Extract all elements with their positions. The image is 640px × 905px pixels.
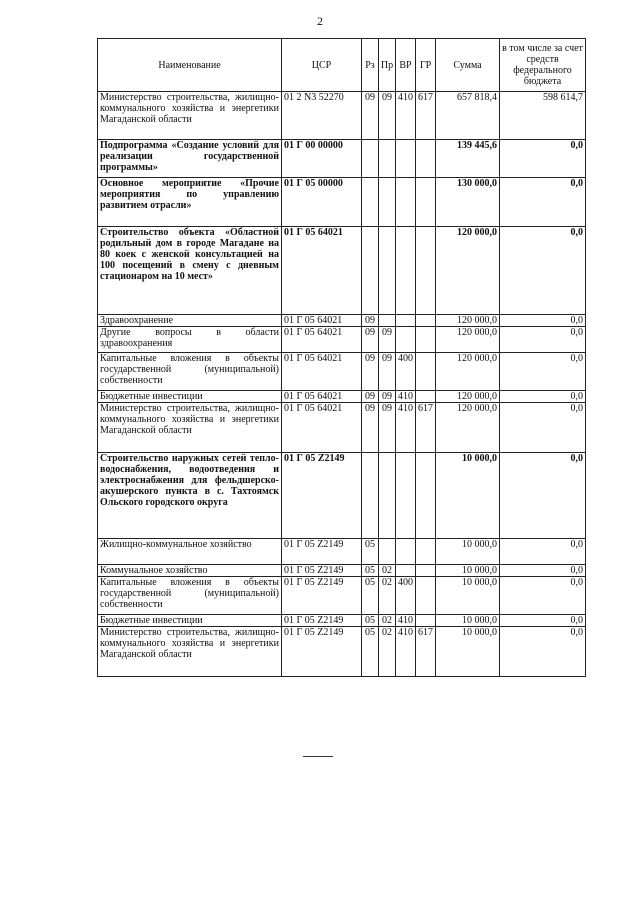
row-rz-cell: 09	[362, 327, 379, 353]
row-federal-cell: 0,0	[500, 227, 586, 315]
row-sum-cell: 120 000,0	[436, 327, 500, 353]
row-csr-cell: 01 Г 05 Z2149	[282, 539, 362, 565]
row-name-cell: Министерство строительства, жилищно-коммунального хозяйства и энергетики Магаданской области	[98, 627, 282, 677]
row-federal-cell: 0,0	[500, 178, 586, 227]
row-sum-cell: 130 000,0	[436, 178, 500, 227]
row-gr-cell: 617	[416, 627, 436, 677]
row-gr-cell	[416, 577, 436, 615]
row-sum-cell: 120 000,0	[436, 391, 500, 403]
row-csr-cell: 01 Г 05 00000	[282, 178, 362, 227]
row-federal-cell: 0,0	[500, 627, 586, 677]
row-gr-cell	[416, 453, 436, 539]
table-row	[98, 315, 586, 327]
row-rz-cell: 09	[362, 391, 379, 403]
row-name-cell: Капитальные вложения в объекты государственной (муниципальной) собственности	[98, 577, 282, 615]
row-gr-cell	[416, 391, 436, 403]
row-rz-cell: 09	[362, 92, 379, 140]
row-pr-cell	[379, 178, 396, 227]
row-pr-cell: 09	[379, 353, 396, 391]
row-gr-cell	[416, 539, 436, 565]
row-csr-cell: 01 Г 05 Z2149	[282, 577, 362, 615]
row-gr-cell: 617	[416, 92, 436, 140]
row-name-cell: Строительство наружных сетей тепло-водоснабжения, водоотведения и электроснабжения для фельдшерско-акушерского пункта в с. Тахтоямск Ольского городского округа	[98, 453, 282, 539]
row-rz-cell	[362, 453, 379, 539]
row-vr-cell	[396, 327, 416, 353]
row-pr-cell: 02	[379, 615, 396, 627]
footer-divider	[303, 756, 333, 757]
row-sum-cell: 120 000,0	[436, 227, 500, 315]
header-vr: ВР	[396, 39, 416, 92]
row-vr-cell	[396, 315, 416, 327]
row-csr-cell: 01 Г 05 Z2149	[282, 453, 362, 539]
row-rz-cell: 09	[362, 315, 379, 327]
row-vr-cell: 410	[396, 627, 416, 677]
page-number: 2	[317, 14, 323, 28]
row-csr-cell: 01 Г 05 64021	[282, 403, 362, 453]
row-sum-cell: 139 445,6	[436, 140, 500, 178]
row-csr-cell: 01 Г 05 64021	[282, 327, 362, 353]
row-federal-cell: 598 614,7	[500, 92, 586, 140]
table-header-row	[98, 39, 586, 92]
table-row	[98, 627, 586, 677]
row-federal-cell: 0,0	[500, 453, 586, 539]
row-gr-cell: 617	[416, 403, 436, 453]
row-vr-cell	[396, 539, 416, 565]
row-sum-cell: 10 000,0	[436, 565, 500, 577]
row-federal-cell: 0,0	[500, 353, 586, 391]
row-rz-cell: 05	[362, 627, 379, 677]
header-rz: Рз	[362, 39, 379, 92]
row-name-cell: Бюджетные инвестиции	[98, 615, 282, 627]
row-sum-cell: 120 000,0	[436, 315, 500, 327]
table-row	[98, 92, 586, 140]
row-rz-cell: 05	[362, 615, 379, 627]
row-pr-cell	[379, 227, 396, 315]
row-vr-cell: 400	[396, 577, 416, 615]
header-sum: Сумма	[436, 39, 500, 92]
row-csr-cell: 01 Г 05 64021	[282, 315, 362, 327]
table-row	[98, 327, 586, 353]
row-pr-cell: 09	[379, 327, 396, 353]
table-row	[98, 615, 586, 627]
row-rz-cell: 05	[362, 539, 379, 565]
row-pr-cell	[379, 453, 396, 539]
table-row	[98, 391, 586, 403]
row-csr-cell: 01 Г 05 Z2149	[282, 627, 362, 677]
row-vr-cell: 410	[396, 615, 416, 627]
row-name-cell: Министерство строительства, жилищно-коммунального хозяйства и энергетики Магаданской области	[98, 92, 282, 140]
row-federal-cell: 0,0	[500, 565, 586, 577]
row-vr-cell: 400	[396, 353, 416, 391]
row-name-cell: Бюджетные инвестиции	[98, 391, 282, 403]
row-csr-cell: 01 Г 00 00000	[282, 140, 362, 178]
row-csr-cell: 01 Г 05 64021	[282, 391, 362, 403]
table-row	[98, 403, 586, 453]
row-vr-cell: 410	[396, 403, 416, 453]
row-name-cell: Другие вопросы в области здравоохранения	[98, 327, 282, 353]
row-vr-cell	[396, 178, 416, 227]
row-gr-cell	[416, 353, 436, 391]
table-row	[98, 140, 586, 178]
row-pr-cell: 09	[379, 92, 396, 140]
row-name-cell: Капитальные вложения в объекты государственной (муниципальной) собственности	[98, 353, 282, 391]
row-vr-cell	[396, 565, 416, 577]
row-rz-cell	[362, 227, 379, 315]
table-row	[98, 577, 586, 615]
row-sum-cell: 10 000,0	[436, 539, 500, 565]
table-row	[98, 227, 586, 315]
row-pr-cell	[379, 315, 396, 327]
row-rz-cell: 09	[362, 403, 379, 453]
row-vr-cell	[396, 227, 416, 315]
row-name-cell: Подпрограмма «Создание условий для реализации государственной программы»	[98, 140, 282, 178]
row-name-cell: Строительство объекта «Областной родильный дом в городе Магадане на 80 коек с женской консультацией на 100 посещений в смену с дневным стационаром на 10 мест»	[98, 227, 282, 315]
row-gr-cell	[416, 327, 436, 353]
row-name-cell: Министерство строительства, жилищно-коммунального хозяйства и энергетики Магаданской области	[98, 403, 282, 453]
row-name-cell: Основное мероприятие «Прочие мероприятия по управлению развитием отрасли»	[98, 178, 282, 227]
row-vr-cell: 410	[396, 92, 416, 140]
row-sum-cell: 10 000,0	[436, 627, 500, 677]
row-sum-cell: 120 000,0	[436, 403, 500, 453]
table-row	[98, 539, 586, 565]
row-gr-cell	[416, 315, 436, 327]
table-body	[98, 92, 586, 677]
row-pr-cell: 09	[379, 403, 396, 453]
row-name-cell: Коммунальное хозяйство	[98, 565, 282, 577]
row-gr-cell	[416, 565, 436, 577]
header-name: Наименование	[98, 39, 282, 92]
row-sum-cell: 10 000,0	[436, 577, 500, 615]
table-row	[98, 453, 586, 539]
row-rz-cell: 05	[362, 565, 379, 577]
row-pr-cell: 02	[379, 565, 396, 577]
row-rz-cell: 09	[362, 353, 379, 391]
row-csr-cell: 01 Г 05 Z2149	[282, 565, 362, 577]
row-federal-cell: 0,0	[500, 577, 586, 615]
row-federal-cell: 0,0	[500, 140, 586, 178]
row-sum-cell: 10 000,0	[436, 615, 500, 627]
row-vr-cell	[396, 140, 416, 178]
row-rz-cell	[362, 140, 379, 178]
row-federal-cell: 0,0	[500, 327, 586, 353]
row-rz-cell: 05	[362, 577, 379, 615]
row-pr-cell: 02	[379, 627, 396, 677]
row-federal-cell: 0,0	[500, 315, 586, 327]
table-row	[98, 178, 586, 227]
row-federal-cell: 0,0	[500, 391, 586, 403]
header-pr: Пр	[379, 39, 396, 92]
row-pr-cell: 02	[379, 577, 396, 615]
row-sum-cell: 657 818,4	[436, 92, 500, 140]
row-gr-cell	[416, 615, 436, 627]
row-name-cell: Жилищно-коммунальное хозяйство	[98, 539, 282, 565]
row-federal-cell: 0,0	[500, 403, 586, 453]
row-rz-cell	[362, 178, 379, 227]
header-gr: ГР	[416, 39, 436, 92]
row-vr-cell: 410	[396, 391, 416, 403]
row-sum-cell: 120 000,0	[436, 353, 500, 391]
budget-table	[97, 38, 586, 677]
row-pr-cell	[379, 140, 396, 178]
header-csr: ЦСР	[282, 39, 362, 92]
table-row	[98, 353, 586, 391]
row-name-cell: Здравоохранение	[98, 315, 282, 327]
row-gr-cell	[416, 178, 436, 227]
row-sum-cell: 10 000,0	[436, 453, 500, 539]
row-pr-cell	[379, 539, 396, 565]
row-pr-cell: 09	[379, 391, 396, 403]
table-row	[98, 565, 586, 577]
header-federal: в том числе за счет средств федерального бюджета	[500, 39, 586, 92]
row-vr-cell	[396, 453, 416, 539]
row-csr-cell: 01 Г 05 64021	[282, 353, 362, 391]
row-federal-cell: 0,0	[500, 615, 586, 627]
row-csr-cell: 01 2 N3 52270	[282, 92, 362, 140]
row-csr-cell: 01 Г 05 Z2149	[282, 615, 362, 627]
row-csr-cell: 01 Г 05 64021	[282, 227, 362, 315]
row-federal-cell: 0,0	[500, 539, 586, 565]
row-gr-cell	[416, 227, 436, 315]
row-gr-cell	[416, 140, 436, 178]
